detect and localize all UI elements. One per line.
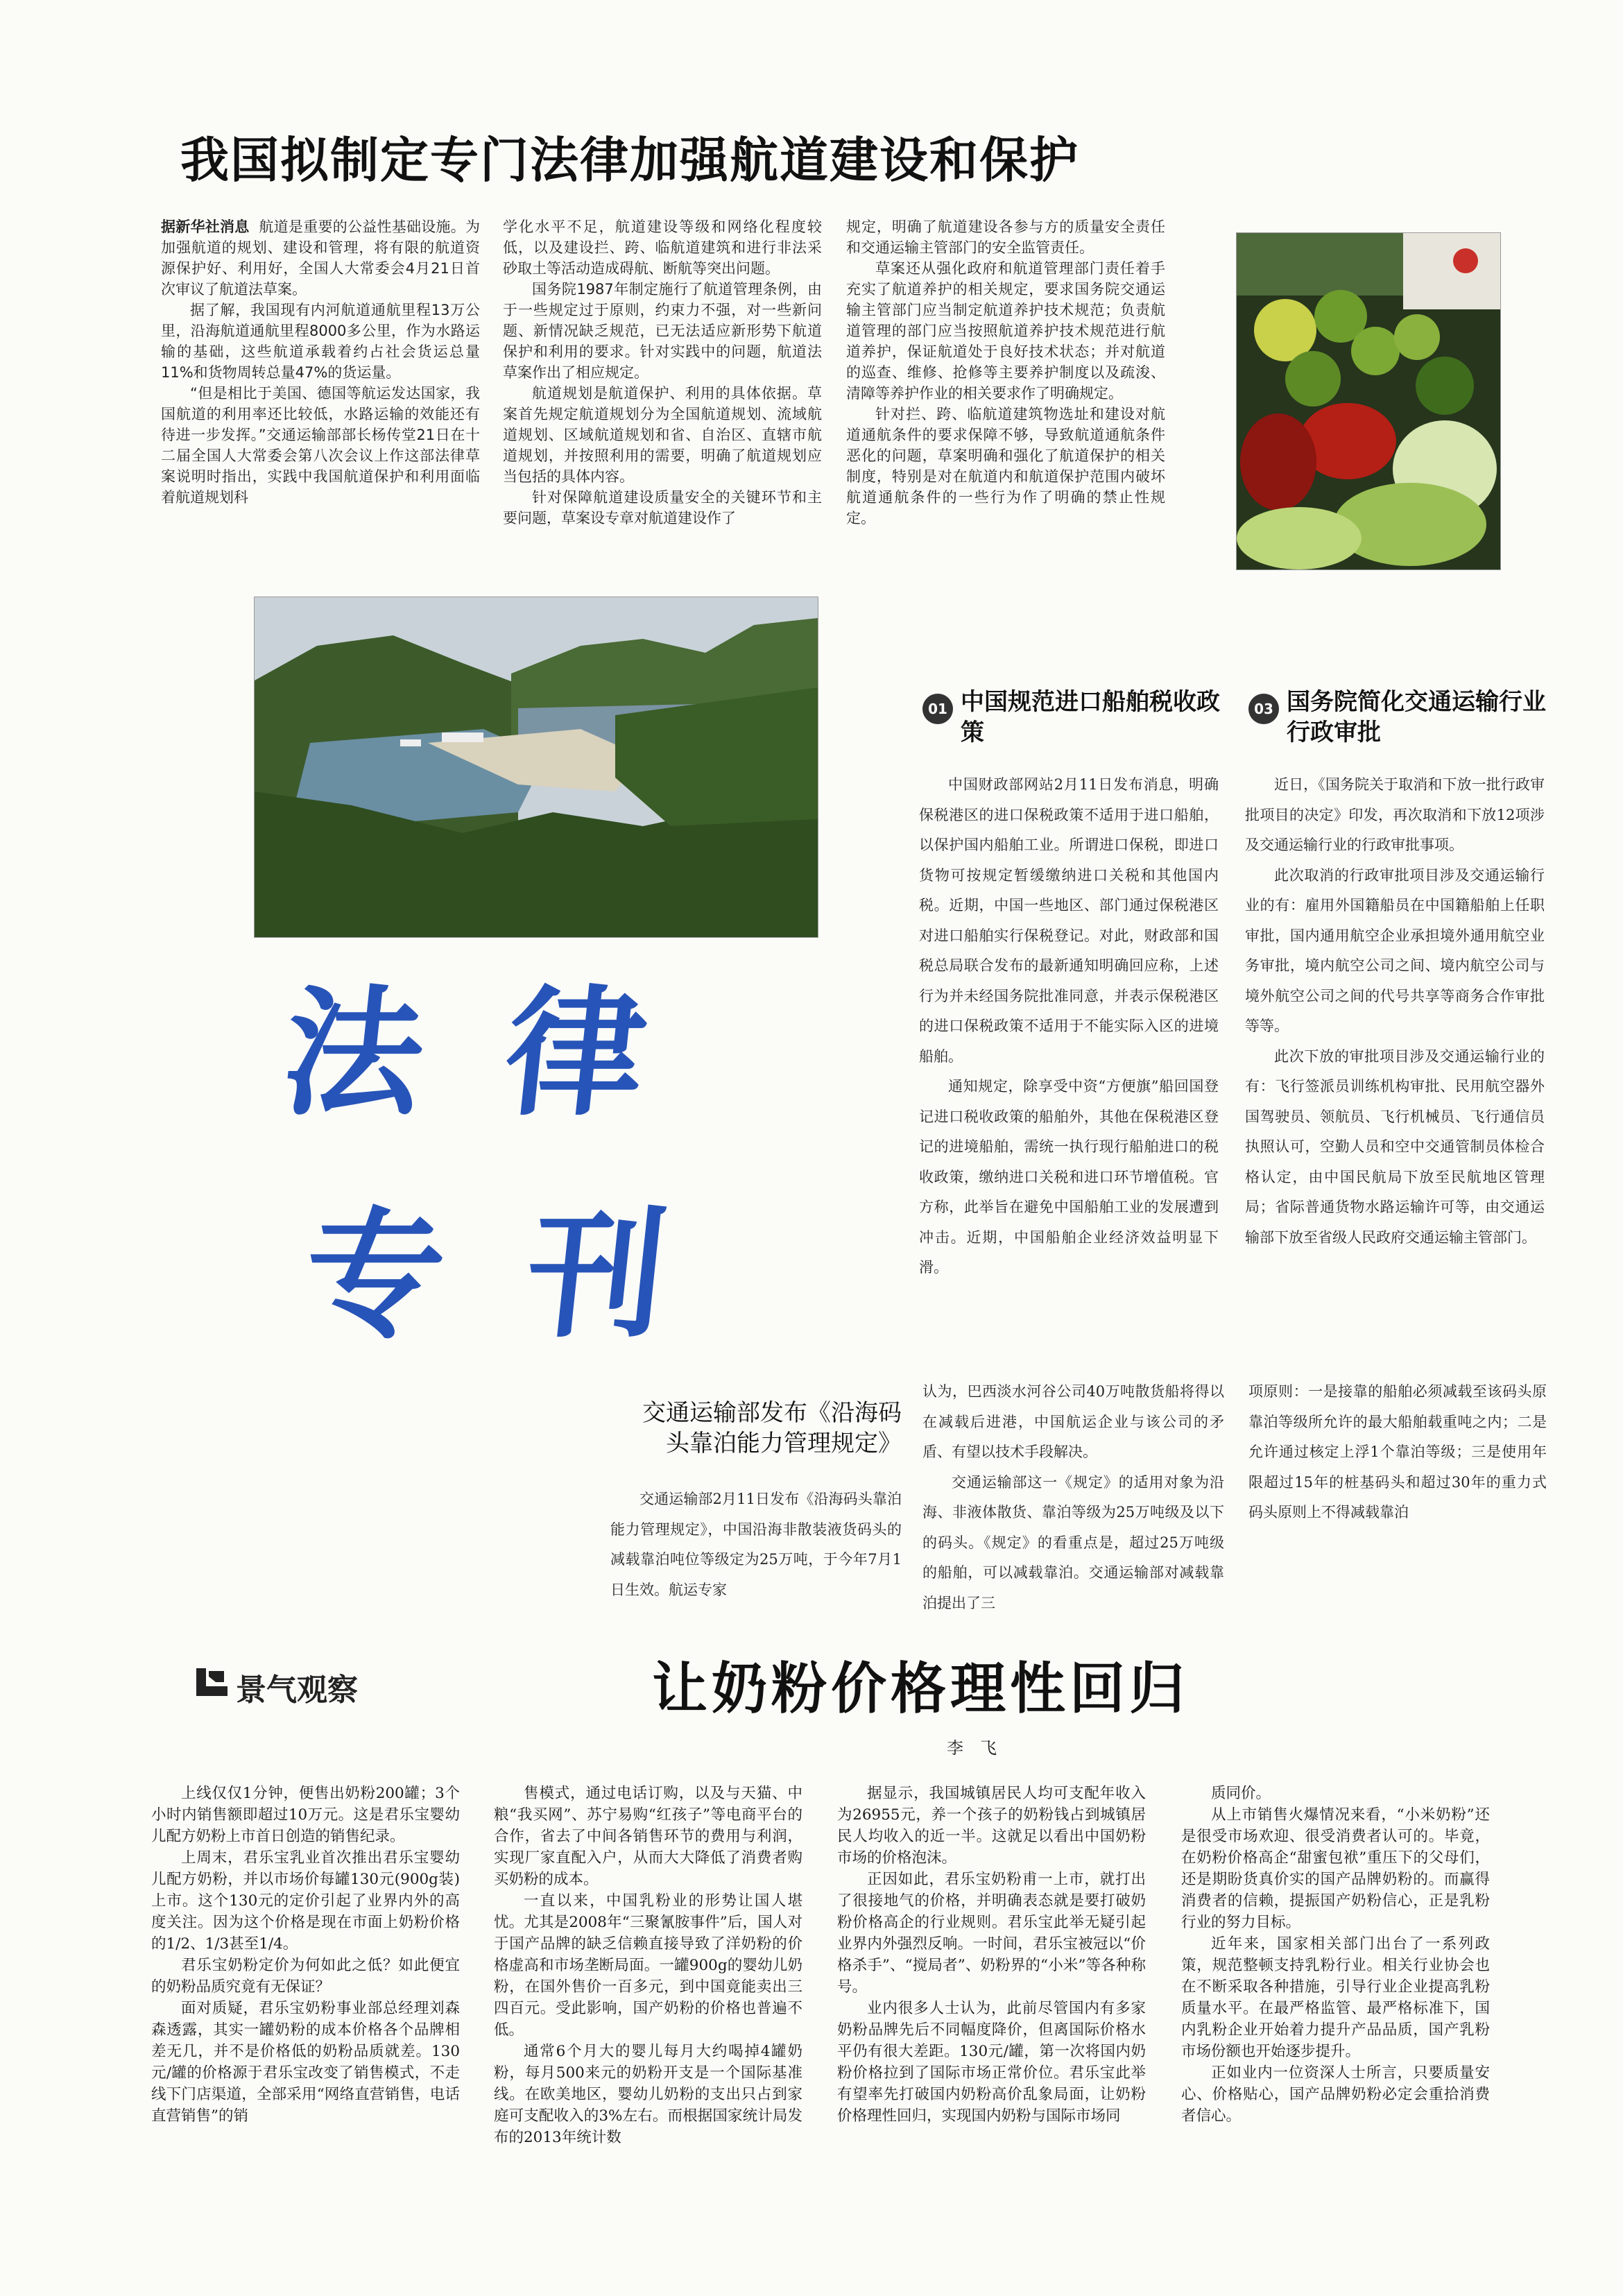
milk-para: 通常6个月大的婴儿每月大约喝掉4罐奶粉，每月500来元的奶粉开支是一个国际基准线。在欧美地区，婴幼儿奶粉的支出只占到家庭可支配收入的3%左右。而根据国家统计局发布的2013年统计数 — [494, 2043, 802, 2146]
milk-para: 售模式，通过电话订购，以及与天猫、中粮“我买网”、苏宁易购“红孩子”等电商平台的合作，省去了中间各销售环节的费用与利润，实现厂家直配入户，从而大大降低了消费者购买奶粉的成本。 — [494, 1785, 802, 1888]
milk-para: 业内很多人士认为，此前尽管国内有多家奶粉品牌先后不同幅度降价，但离国际价格水平仍有很大差距。130元/罐，第一次将国内奶粉价格拉到了国际市场正常价位。君乐宝此举有望率先打破国内奶粉高价乱象局面，让奶粉价格理性回归，实现国内奶粉与国际市场同 — [837, 2000, 1146, 2125]
article1-col1 — [161, 216, 480, 508]
milk-col1 — [151, 1783, 460, 2127]
article3-para: 此次下放的审批项目涉及交通运输行业的有：飞行签派员训练机构审批、民用航空器外国驾驶员、领航员、飞行机械员、飞行通信员执照认可，空勤人员和空中交通管制员体检合格认定，由中国民航局下放至民航地区管理局；省际普通货物水路运输许可等，由交通运输部下放至省级人民政府交通运输主管部门。 — [1245, 1047, 1545, 1246]
special-title-line2: 专刊 — [296, 1195, 758, 1357]
milk-para: 正如业内一位资深人士所言，只要质量安心、价格贴心，国产品牌奶粉必定会重拾消费者信心。 — [1181, 2064, 1490, 2125]
article1-para: 国务院1987年制定施行了航道管理条例，由于一些规定过于原则，约束力不强，对一些新问题、新情况缺乏规范，已无法适应新形势下航道保护和利用的要求。针对实践中的问题，航道法草案作出了相应规定。 — [503, 281, 822, 381]
bay-landscape-photo — [254, 597, 818, 938]
article1-para: 航道规划是航道保护、利用的具体依据。草案首先规定航道规划分为全国航道规划、流域航道规划、区域航道规划和省、自治区、直辖市航道规划，并按照利用的需要，明确了航道规划应当包括的具体内容。 — [503, 385, 822, 485]
milk-para: 君乐宝奶粉定价为何如此之低？如此便宜的奶粉品质究竟有无保证？ — [151, 1957, 460, 1996]
milk-headline: 让奶粉价格理性回归 — [652, 1656, 1189, 1721]
article3-number-badge: 03 — [1248, 694, 1279, 724]
article4-headline: 交通运输部发布《沿海码头靠泊能力管理规定》 — [642, 1399, 902, 1457]
milk-para: 质同价。 — [1211, 1785, 1271, 1802]
article1-para: “但是相比于美国、德国等航运发达国家，我国航道的利用率还比较低，水路运输的效能还有待进一步发挥。”交通运输部部长杨传堂21日在十二届全国人大常委会第八次会议上作这部法律草案说明时指出，实践中我国航道保护和利用面临着航道规划科 — [161, 385, 480, 506]
column-label-icon — [196, 1668, 227, 1696]
column-label: 景气观察 — [236, 1672, 358, 1708]
article2-headline: 中国规范进口船舶税收政策 — [961, 688, 1220, 746]
article2-body — [919, 770, 1219, 1283]
article4-col1 — [610, 1484, 902, 1605]
milk-para: 从上市销售火爆情况来看，“小米奶粉”还是很受市场欢迎、很受消费者认可的。毕竟，在奶粉价格高企“甜蜜包袱”重压下的父母们，还是期盼货真价实的国产品牌奶粉的。而赢得消费者的信赖，提振国产奶粉信心，正是乳粉行业的努力目标。 — [1181, 1806, 1490, 1931]
milk-para: 正因如此，君乐宝奶粉甫一上市，就打出了很接地气的价格，并明确表态就是要打破奶粉价格高企的行业规则。君乐宝此举无疑引起业界内外强烈反响。一时间，君乐宝被冠以“价格杀手”、“搅局者”、奶粉界的“小米”等各种称号。 — [837, 1871, 1146, 1996]
article3-para: 近日，《国务院关于取消和下放一批行政审批项目的决定》印发，再次取消和下放12项涉及交通运输行业的行政审批事项。 — [1245, 776, 1545, 853]
article3-headline: 国务院简化交通运输行业行政审批 — [1287, 688, 1546, 746]
byline: 据新华社消息 — [161, 219, 250, 235]
main-headline: 我国拟制定专门法律加强航道建设和保护 — [180, 131, 1079, 189]
article1-para: 据了解，我国现有内河航道通航里程13万公里，沿海航道通航里程8000多公里，作为水路运输的基础，这些航道承载着约占社会货运总量11%和货物周转总量47%的货运量。 — [161, 302, 480, 381]
article1-para: 规定，明确了航道建设各参与方的质量安全责任和交通运输主管部门的安全监管责任。 — [846, 219, 1165, 256]
milk-col4 — [1181, 1783, 1490, 2127]
article1-col2 — [503, 216, 822, 529]
milk-para: 面对质疑，君乐宝奶粉事业部总经理刘森森透露，其实一罐奶粉的成本价格各个品牌相差无几，并不是价格低的奶粉品质就差。130元/罐的价格源于君乐宝改变了销售模式，不走线下门店渠道，全部采用“网络直营销售，电话直营销售”的销 — [151, 2000, 460, 2125]
article4-para: 交通运输部2月11日发布《沿海码头靠泊能力管理规定》，中国沿海非散装液货码头的减载靠泊吨位等级定为25万吨，于今年7月1日生效。航运专家 — [610, 1491, 902, 1598]
article3-para: 此次取消的行政审批项目涉及交通运输行业的有：雇用外国籍船员在中国籍船舶上任职审批，国内通用航空企业承担境外通用航空业务审批，境内航空公司之间、境内航空公司与境外航空公司之间的代号共享等商务合作审批等等。 — [1245, 866, 1545, 1034]
milk-col2 — [494, 1783, 802, 2148]
article1-para: 据新华社消息 航道是重要的公益性基础设施。为加强航道的规划、建设和管理，将有限的航道资源保护好、利用好，全国人大常委会4月21日首次审议了航道法草案。 — [161, 219, 481, 298]
article4-para: 项原则：一是接靠的船舶必须减载至该码头原靠泊等级所允许的最大船舶载重吨之内；二是允许通过核定上浮1个靠泊等级；三是使用年限超过15年的桩基码头和超过30年的重力式码头原则上不得减载靠泊 — [1248, 1383, 1547, 1520]
milk-author: 李 飞 — [947, 1738, 997, 1758]
milk-para: 一直以来，中国乳粉业的形势让国人堪忧。尤其是2008年“三聚氰胺事件”后，国人对于国产品牌的缺乏信赖直接导致了洋奶粉的价格虚高和市场垄断局面。一罐900g的婴幼儿奶粉，在国外售价一百多元，到中国竟能卖出三四百元。受此影响，国产奶粉的价格也普遍不低。 — [494, 1892, 802, 2039]
milk-col3 — [837, 1783, 1146, 2127]
milk-para: 上周末，君乐宝乳业首次推出君乐宝婴幼儿配方奶粉，并以市场价每罐130元(900g装)上市。这个130元的定价引起了业界内外的高度关注。因为这个价格是现在市面上奶粉价格的1/2、1/3甚至1/4。 — [151, 1849, 460, 1953]
article1-para: 针对保障航道建设质量安全的关键环节和主要问题，草案设专章对航道建设作了 — [503, 489, 822, 526]
article1-para: 学化水平不足，航道建设等级和网络化程度较低，以及建设拦、跨、临航道建筑和进行非法采砂取土等活动造成碍航、断航等突出问题。 — [503, 219, 822, 277]
article1-col3 — [846, 216, 1165, 529]
vegetables-photo — [1236, 232, 1501, 570]
milk-para: 据显示，我国城镇居民人均可支配年收入为26955元，养一个孩子的奶粉钱占到城镇居民人均收入的近一半。这就足以看出中国奶粉市场的价格泡沫。 — [837, 1785, 1146, 1867]
article4-col2 — [922, 1377, 1224, 1618]
article4-para: 交通运输部这一《规定》的适用对象为沿海、非液体散货、靠泊等级为25万吨级及以下的码头。《规定》的看重点是，超过25万吨级的船舶，可以减载靠泊。交通运输部对减载靠泊提出了三 — [922, 1473, 1224, 1611]
article2-para: 通知规定，除享受中资“方便旗”船回国登记进口税收政策的船舶外，其他在保税港区登记的进境船舶，需统一执行现行船舶进口的税收政策，缴纳进口关税和进口环节增值税。官方称，此举旨在避免中国船舶工业的发展遭到冲击。近期，中国船舶企业经济效益明显下滑。 — [919, 1078, 1219, 1276]
article1-para: 针对拦、跨、临航道建筑物选址和建设对航道通航条件的要求保障不够，导致航道通航条件恶化的问题，草案明确和强化了航道保护的相关制度，特别是对在航道内和航道保护范围内破坏航道通航条件的一些行为作了明确的禁止性规定。 — [846, 406, 1165, 526]
milk-para: 上线仅仅1分钟，便售出奶粉200罐；3个小时内销售额即超过10万元。这是君乐宝婴幼儿配方奶粉上市首日创造的销售纪录。 — [151, 1785, 460, 1845]
article4-para: 认为，巴西淡水河谷公司40万吨散货船将得以在减载后进港，中国航运企业与该公司的矛盾、有望以技术手段解决。 — [922, 1383, 1224, 1460]
special-title-line1: 法律 — [275, 973, 737, 1135]
article2-number-badge: 01 — [922, 694, 953, 724]
milk-para: 近年来，国家相关部门出台了一系列政策，规范整顿支持乳粉行业。相关行业协会也在不断采取各种措施，引导行业企业提高乳粉质量水平。在最严格监管、最严格标准下，国内乳粉企业开始着力提升产品品质，国产乳粉市场份额也开始逐步提升。 — [1181, 1935, 1490, 2060]
article4-col3 — [1248, 1377, 1547, 1528]
article2-para: 中国财政部网站2月11日发布消息，明确保税港区的进口保税政策不适用于进口船舶，以保护国内船舶工业。所谓进口保税，即进口货物可按规定暂缓缴纳进口关税和其他国内税。近期，中国一些地区、部门通过保税港区对进口船舶实行保税登记。对此，财政部和国税总局联合发布的最新通知明确回应称，上述行为并未经国务院批准同意，并表示保税港区的进口保税政策不适用于不能实际入区的进境船舶。 — [919, 776, 1219, 1065]
article1-para: 草案还从强化政府和航道管理部门责任着手充实了航道养护的相关规定，要求国务院交通运输主管部门应当制定航道养护技术规范；负责航道管理的部门应当按照航道养护技术规范进行航道养护，保证航道处于良好技术状态；并对航道的巡查、维修、抢修等主要养护制度以及疏浚、清障等养护作业的相关要求作了明确规定。 — [846, 260, 1165, 402]
article3-body — [1245, 770, 1545, 1253]
